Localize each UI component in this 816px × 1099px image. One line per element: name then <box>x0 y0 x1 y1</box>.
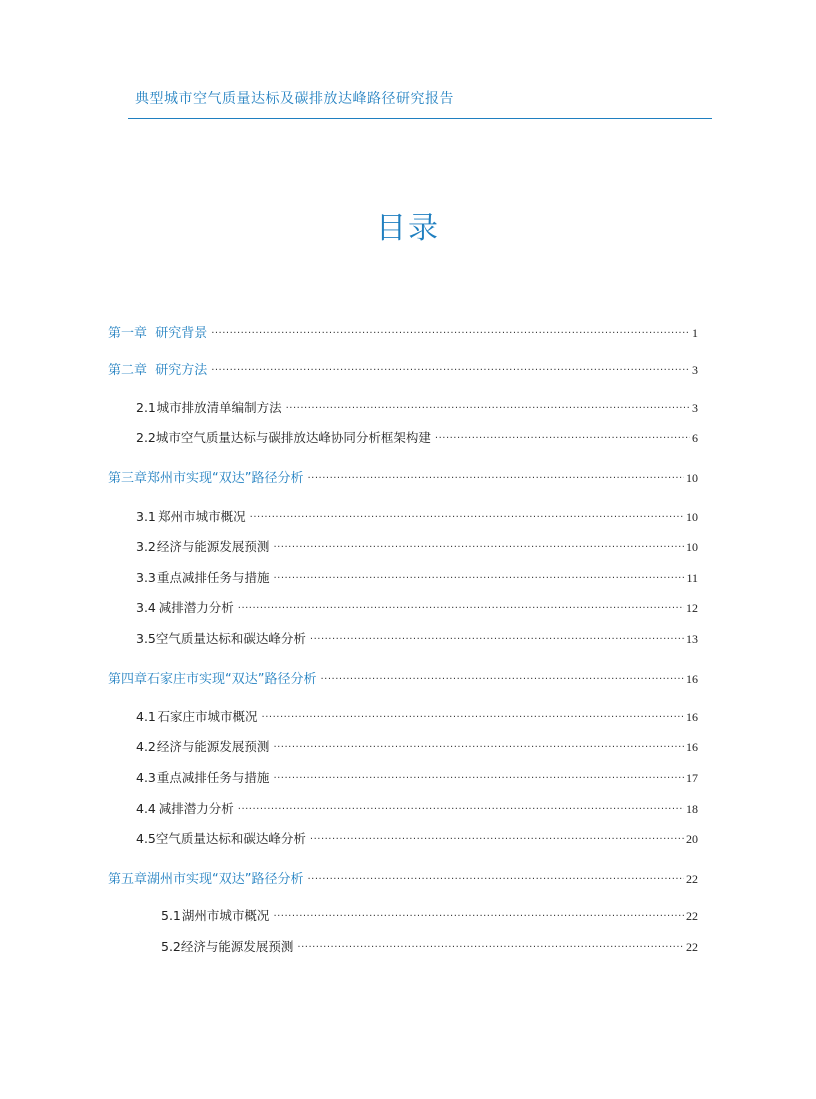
toc-entry-title: 经济与能源发展预测 <box>156 539 270 554</box>
toc-entry-section-3-5[interactable] <box>136 629 698 649</box>
toc-entry-number: 第一章 <box>108 326 148 341</box>
toc-entry-title: 石家庄市城市概况 <box>157 709 258 724</box>
toc-entry-title: 研究背景 <box>155 326 208 341</box>
dot-leader <box>297 942 684 953</box>
toc-entry-title: 郑州市实现“双达”路径分析 <box>147 471 304 486</box>
toc-entry-number: 3.1 <box>136 509 156 524</box>
toc-entry-page: 16 <box>686 672 698 686</box>
dot-leader <box>310 634 684 645</box>
toc-entry-title: 城市排放清单编制方法 <box>156 400 282 415</box>
dot-leader <box>238 804 684 815</box>
toc-entry-title: 湖州市城市概况 <box>181 908 270 923</box>
dot-leader <box>211 365 690 376</box>
toc-entry-title: 空气质量达标和碳达峰分析 <box>155 831 306 846</box>
toc-entry-number: 第三章 <box>108 471 148 486</box>
dot-leader <box>273 911 684 922</box>
dot-leader <box>321 674 685 685</box>
dot-leader <box>273 773 684 784</box>
dot-leader <box>273 542 684 553</box>
toc-entry-page: 17 <box>686 771 698 785</box>
toc-entry-page: 16 <box>686 710 698 724</box>
toc-entry-chapter-4[interactable] <box>108 668 698 688</box>
toc-entry-number: 4.5 <box>136 831 156 846</box>
toc-entry-number: 2.2 <box>136 430 156 445</box>
toc-entry-chapter-2[interactable] <box>108 359 698 379</box>
toc-entry-title: 城市空气质量达标与碳排放达峰协同分析框架构建 <box>155 430 431 445</box>
toc-entry-section-2-2[interactable] <box>136 428 698 448</box>
dot-leader <box>308 874 685 885</box>
toc-entry-chapter-1[interactable] <box>108 322 698 342</box>
toc-entry-page: 1 <box>692 326 698 340</box>
dot-leader <box>262 712 684 723</box>
toc-entry-section-4-2[interactable] <box>136 737 698 757</box>
dot-leader <box>273 742 684 753</box>
toc-entry-title: 石家庄市实现“双达”路径分析 <box>147 672 317 687</box>
header-divider <box>128 118 712 119</box>
toc-entry-chapter-3[interactable] <box>108 467 698 487</box>
toc-entry-title: 湖州市实现“双达”路径分析 <box>147 872 304 887</box>
toc-entry-chapter-5[interactable] <box>108 868 698 888</box>
toc-entry-title: 空气质量达标和碳达峰分析 <box>155 631 306 646</box>
dot-leader <box>308 473 685 484</box>
toc-entry-number: 第二章 <box>108 363 148 378</box>
toc-entry-number: 2.1 <box>136 400 156 415</box>
toc-heading: 目录 <box>376 211 440 246</box>
toc-entry-page: 13 <box>686 632 698 646</box>
toc-entry-title: 经济与能源发展预测 <box>180 939 294 954</box>
toc-entry-page: 20 <box>686 832 698 846</box>
toc-entry-section-3-2[interactable] <box>136 537 698 557</box>
toc-entry-number: 4.1 <box>136 709 156 724</box>
toc-entry-section-4-5[interactable] <box>136 829 698 849</box>
toc-entry-page: 16 <box>686 740 698 754</box>
dot-leader <box>286 403 690 414</box>
toc-entry-number: 3.2 <box>136 539 156 554</box>
toc-entry-section-4-1[interactable] <box>136 707 698 727</box>
toc-entry-page: 10 <box>686 540 698 554</box>
toc-entry-section-5-1[interactable] <box>161 906 698 926</box>
toc-entry-section-4-3[interactable] <box>136 768 698 788</box>
toc-entry-number: 4.2 <box>136 739 156 754</box>
toc-entry-section-3-4[interactable] <box>136 598 698 618</box>
toc-entry-title: 减排潜力分析 <box>158 801 234 816</box>
toc-entry-number: 3.4 <box>136 600 156 615</box>
toc-entry-number: 3.3 <box>136 570 156 585</box>
toc-entry-page: 22 <box>686 940 698 954</box>
toc-entry-page: 11 <box>686 571 698 585</box>
toc-entry-page: 3 <box>692 363 698 377</box>
dot-leader <box>211 328 690 339</box>
toc-entry-title: 研究方法 <box>155 363 208 378</box>
toc-entry-title: 减排潜力分析 <box>158 600 234 615</box>
toc-entry-page: 18 <box>686 802 698 816</box>
toc-entry-title: 经济与能源发展预测 <box>156 739 270 754</box>
toc-entry-number: 4.4 <box>136 801 156 816</box>
toc-entry-title: 重点减排任务与措施 <box>156 570 270 585</box>
toc-entry-number: 第五章 <box>108 872 148 887</box>
toc-entry-section-3-3[interactable] <box>136 568 698 588</box>
toc-entry-page: 22 <box>686 872 698 886</box>
toc-entry-page: 3 <box>692 401 698 415</box>
toc-entry-section-3-1[interactable] <box>136 507 698 527</box>
dot-leader <box>435 433 690 444</box>
toc-entry-number: 第四章 <box>108 672 148 687</box>
toc-entry-page: 12 <box>686 601 698 615</box>
toc-entry-title: 重点减排任务与措施 <box>156 770 270 785</box>
toc-entry-number: 5.1 <box>161 908 181 923</box>
toc-entry-section-2-1[interactable] <box>136 398 698 418</box>
toc-entry-page: 22 <box>686 909 698 923</box>
toc-entry-page: 10 <box>686 471 698 485</box>
report-header-title: 典型城市空气质量达标及碳排放达峰路径研究报告 <box>135 91 454 107</box>
dot-leader <box>238 603 684 614</box>
dot-leader <box>273 573 684 584</box>
toc-entry-number: 4.3 <box>136 770 156 785</box>
toc-entry-page: 10 <box>686 510 698 524</box>
toc-entry-title: 郑州市城市概况 <box>158 509 246 524</box>
toc-entry-page: 6 <box>692 431 698 445</box>
toc-entry-number: 5.2 <box>161 939 181 954</box>
toc-entry-section-5-2[interactable] <box>161 937 698 957</box>
dot-leader <box>310 834 684 845</box>
toc-entry-section-4-4[interactable] <box>136 799 698 819</box>
toc-entry-number: 3.5 <box>136 631 156 646</box>
dot-leader <box>250 512 684 523</box>
